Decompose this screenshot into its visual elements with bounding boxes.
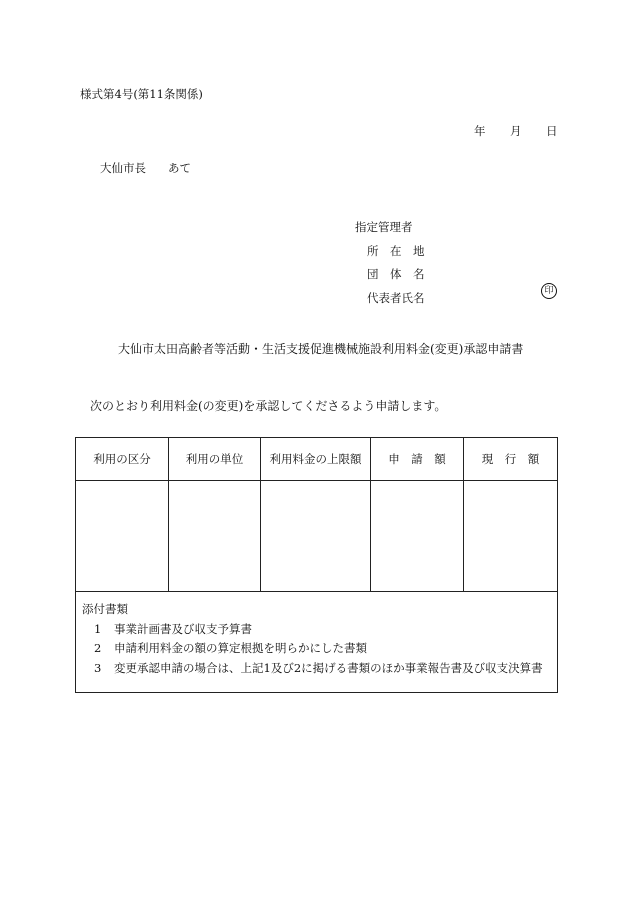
addressee xyxy=(100,160,191,176)
attachment-item: 2 申請利用料金の額の算定根拠を明らかにした書類 xyxy=(94,641,367,655)
attachments-row xyxy=(76,592,558,693)
date-month: 月 xyxy=(510,124,522,138)
header-fee-limit: 利用料金の上限額 xyxy=(261,438,371,481)
representative-label: 代表者氏名 xyxy=(367,290,425,305)
cell-current-amount[interactable] xyxy=(464,481,558,592)
attachment-item: 3 変更承認申請の場合は、上記1及び2に掲げる書類のほか事業報告書及び収支決算書 xyxy=(94,660,543,675)
header-usage-category: 利用の区分 xyxy=(76,438,169,481)
seal-mark: 印 xyxy=(541,283,557,299)
cell-usage-unit[interactable] xyxy=(169,481,261,592)
date-year: 年 xyxy=(474,124,486,138)
applicant-heading: 指定管理者 xyxy=(355,220,413,234)
request-text: 次のとおり利用料金(の変更)を承認してくださるよう申請します。 xyxy=(90,399,447,413)
header-usage-unit: 利用の単位 xyxy=(169,438,261,481)
addressee-suffix: あて xyxy=(168,161,191,175)
fee-table xyxy=(75,437,558,693)
header-applied-amount: 申 請 額 xyxy=(371,438,464,481)
document-title: 大仙市太田高齢者等活動・生活支援促進機械施設利用料金(変更)承認申請書 xyxy=(118,342,524,356)
header-current-amount: 現 行 額 xyxy=(464,438,558,481)
table-header-row xyxy=(76,438,558,481)
cell-applied-amount[interactable] xyxy=(371,481,464,592)
attachment-item: 1 事業計画書及び収支予算書 xyxy=(94,621,252,636)
form-number: 様式第4号(第11条関係) xyxy=(80,87,203,101)
applicant-block xyxy=(355,216,425,310)
attachments-title: 添付書類 xyxy=(82,602,128,616)
date-day: 日 xyxy=(546,124,558,138)
cell-usage-category[interactable] xyxy=(76,481,169,592)
organization-label: 団 体 名 xyxy=(367,267,425,281)
table-row xyxy=(76,481,558,592)
addressee-name: 大仙市長 xyxy=(100,161,146,175)
address-label: 所 在 地 xyxy=(367,243,425,258)
cell-fee-limit[interactable] xyxy=(261,481,371,592)
date-line xyxy=(474,123,558,139)
attachments-cell xyxy=(76,592,558,693)
